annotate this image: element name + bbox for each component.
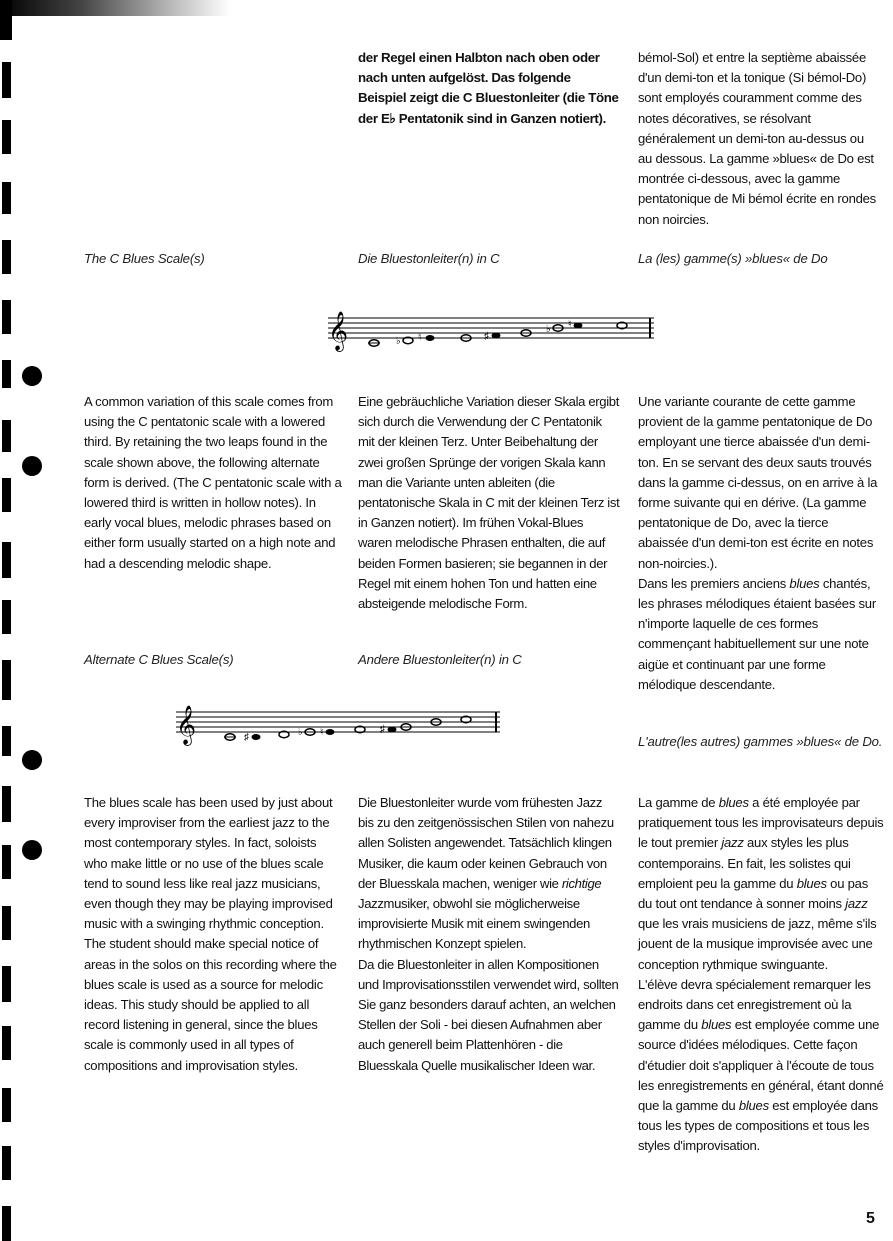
binder-bar [2, 1026, 11, 1060]
svg-text:♭: ♭ [396, 336, 401, 347]
binder-hole [22, 840, 42, 860]
scale-notes [224, 716, 471, 743]
caption-fr-2: L'autre(les autres) gammes »blues« de Do. [638, 734, 883, 749]
svg-text:♭: ♭ [546, 324, 551, 335]
binder-hole [22, 456, 42, 476]
svg-text:♮: ♮ [418, 332, 422, 343]
binder-bar [2, 182, 11, 214]
binder-bar [0, 0, 12, 40]
page-number: 5 [866, 1210, 875, 1227]
binder-bar [2, 420, 11, 452]
binder-bar [2, 1088, 11, 1122]
binder-bar [2, 1146, 11, 1180]
caption-de-2: Andere Bluestonleiter(n) in C [358, 652, 522, 667]
music-staff-alternate-scale [174, 700, 504, 748]
bottom-text-de: Die Bluestonleiter wurde vom frühesten Jazz bis zu den zeitgenössischen Stilen von nahezu allen Solisten angewendet. Tatsächlich klingen Musiker, die kaum oder keinen Gebrauch von der Bluesskala machen, weniger wie richtige Jazzmusiker, obwohl sie möglicherweise improvisierte Musik mit einem swingenden rhythmischen Konzept spielen. Da die Bluestonleiter in allen Kompositionen und Improvisationsstilen verwendet wird, sollten Sie ganz besonders darauf achten, an welchen Stellen der Soli - bei diesen Aufnahmen aber auch generell beim Plattenhören - die Bluesskala Quelle musikalischer Ideen war. [358, 795, 619, 1073]
svg-text:♯: ♯ [380, 724, 385, 735]
top-text-fr: bémol-Sol) et entre la septième abaissée d'un demi-ton et la tonique (Si bémol-Do) sont employés couramment comme des notes décoratives, se résolvant généralement un demi-ton au-dessus ou au dessous. La gamme »blues« de Do est montrée ci-dessous, avec la gamme pentatonique de Mi bémol écrite en rondes non noircies. [638, 50, 876, 227]
top-text-de: der Regel einen Halbton nach oben oder nach unten aufgelöst. Das folgende Beispiel zeigt die C Bluestonleiter (die Töne der E♭ Pentatonik sind in Ganzen notiert). [358, 50, 619, 126]
mid-text-fr: Une variante courante de cette gamme provient de la gamme pentatonique de Do employant une tierce abaissée d'un demi-ton. En se servant des deux sauts trouvés dans la gamme ci-dessus, on en arrive à la forme suivante qui en dérive. (La gamme pentatonique de Do, avec la tierce abaissée d'un demi-ton est écrite en notes non-noircies.). Dans les premiers anciens blues chantés, les phrases mélodiques étaient basées sur n'importe laquelle de ces formes commençant habituellement sur une note aigüe et continuant par une forme mélodique descendante. [638, 394, 878, 692]
svg-text:♯: ♯ [244, 732, 249, 743]
caption-en-2: Alternate C Blues Scale(s) [84, 652, 234, 667]
binder-bar [2, 600, 11, 634]
binder-bar [2, 542, 11, 578]
binder-bar [2, 62, 11, 98]
caption-fr-1: La (les) gamme(s) »blues« de Do [638, 251, 828, 266]
mid-text-en: A common variation of this scale comes from using the C pentatonic scale with a lowered third. By retaining the two leaps found in the scale shown above, the following alternate form is derived. (The C pentatonic scale with a lowered third is written in hollow notes). In early vocal blues, melodic phrases based on either form usually started on a high note and had a descending melodic shape. [84, 394, 342, 571]
binder-bar [2, 1206, 11, 1241]
binder-bar [2, 786, 11, 822]
binder-bar [2, 726, 11, 756]
treble-clef-icon: 𝄞 [176, 705, 197, 745]
bottom-text-fr: La gamme de blues a été employée par pratiquement tous les improvisateurs depuis le tout premier jazz aux styles les plus contemporains. En fait, les solistes qui emploient peu la gamme du blues ou pas du tout ont tendance à sonner moins jazz que les vrais musiciens de jazz, même s'ils jouent de la musique improvisée avec une conception rythmique swinguante. L'élève devra spécialement remarquer les endroits dans cet enregistrement où la gamme du blues est employée comme une source d'idées mélodiques. Cette façon d'étudier doit s'appliquer à l'écoute de tous les enregistrements en général, étant donné que la gamme du blues est employée dans tous les types de compositions et tous les styles d'improvisation. [638, 795, 884, 1154]
svg-text:♯: ♯ [484, 331, 489, 342]
binder-bar [2, 120, 11, 154]
binder-bar [2, 906, 11, 940]
binder-bar [2, 660, 11, 700]
binder-bar [2, 478, 11, 512]
binder-bar [2, 240, 11, 274]
mid-text-de: Eine gebräuchliche Variation dieser Skala ergibt sich durch die Verwendung der C Pentatonik mit der kleinen Terz. Unter Beibehaltung der zwei großen Sprünge der vorigen Skala kann man die Variante unten ableiten (die pentatonische Skala in C mit der kleinen Terz ist in Ganzen notiert). Im frühen Vokal-Blues waren melodische Phrasen enthalten, die auf beiden Formen basieren; sie begannen in der Regel mit einem hohen Ton und hatten eine absteigende melodische Form. [358, 394, 620, 612]
svg-text:♮: ♮ [320, 727, 324, 738]
caption-de-1: Die Bluestonleiter(n) in C [358, 251, 500, 266]
bottom-text-en: The blues scale has been used by just about every improviser from the earliest jazz to the most contemporary styles. In fact, soloists who make little or no use of the blues scale tend to sound less like real jazz musicians, even though they may be playing improvised music with a swinging rhythmic conception. The student should make special notice of areas in the solos on this recording where the blues scale is used as a source for melodic ideas. This study should be applied to all record listening in general, since the blues scale is commonly used in all types of compositions and improvisation styles. [84, 795, 337, 1073]
binder-bar [2, 300, 11, 334]
treble-clef-icon: 𝄞 [328, 311, 349, 351]
binder-hole [22, 750, 42, 770]
binder-bar [2, 966, 11, 1002]
binder-bar [2, 845, 11, 879]
caption-en-1: The C Blues Scale(s) [84, 251, 205, 266]
binder-hole [22, 366, 42, 386]
svg-text:♭: ♭ [298, 727, 303, 738]
scan-smear [0, 0, 230, 16]
binder-bar [2, 360, 11, 388]
svg-text:♮: ♮ [568, 319, 572, 330]
music-staff-blues-scale [326, 306, 656, 354]
